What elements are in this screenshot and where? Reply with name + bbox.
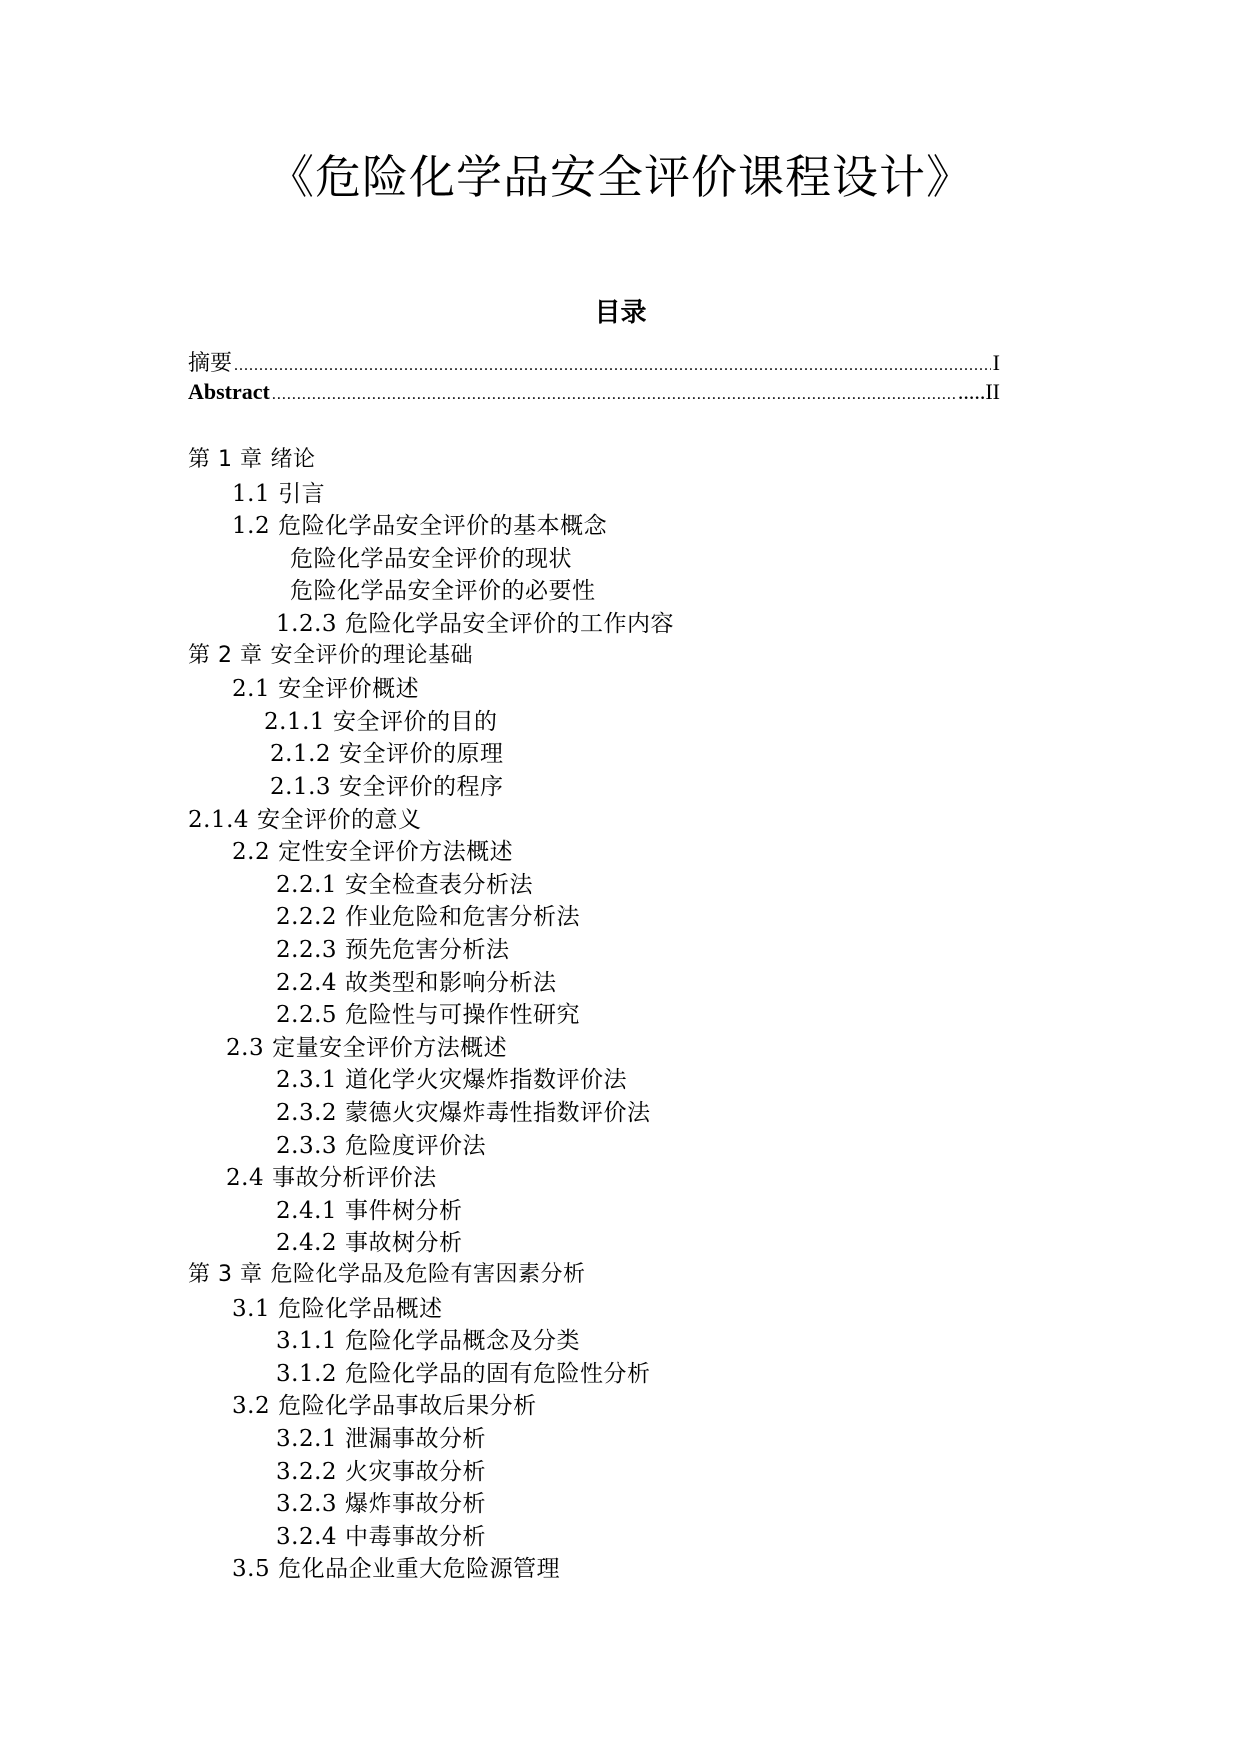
toc-entry-number: 2.1.2	[270, 741, 332, 768]
toc-entry[interactable]	[290, 572, 596, 605]
toc-entry-text: 事件树分析	[345, 1197, 463, 1224]
toc-entry[interactable]	[276, 1094, 651, 1127]
toc-entry-text: 危险化学品的固有危险性分析	[345, 1360, 651, 1387]
toc-entry-text: 火灾事故分析	[345, 1458, 487, 1485]
toc-entry-number: 2.2.1	[276, 871, 338, 898]
dot-leader	[234, 357, 991, 375]
toc-entry[interactable]	[232, 1387, 537, 1420]
toc-entry-text: 绪论	[270, 447, 316, 472]
toc-entry[interactable]	[276, 1355, 651, 1388]
toc-entry[interactable]	[276, 1224, 463, 1257]
toc-entry-text: 爆炸事故分析	[345, 1491, 487, 1518]
toc-entry-number: 3.1.2	[276, 1360, 338, 1387]
toc-entry[interactable]	[276, 964, 557, 997]
toc-entry-number: 2.4	[226, 1165, 265, 1192]
toc-entry-number: 2.3.2	[276, 1100, 338, 1126]
toc-entry[interactable]	[276, 605, 674, 638]
toc-entry-text: 危险化学品事故后果分析	[278, 1393, 537, 1420]
toc-entry[interactable]	[290, 540, 572, 573]
toc-entry[interactable]	[270, 768, 504, 801]
toc-entry[interactable]	[276, 1127, 486, 1160]
toc-entry[interactable]	[270, 735, 504, 768]
toc-entry-number: 2.1.3	[270, 774, 332, 800]
toc-entry[interactable]	[276, 1485, 486, 1518]
toc-entry-text: 引言	[278, 480, 326, 507]
toc-entry-text: 中毒事故分析	[345, 1523, 487, 1550]
toc-entry-label: 摘要	[188, 350, 233, 375]
toc-entry-number: 2.3.3	[276, 1132, 338, 1159]
toc-chapter-entry[interactable]	[188, 442, 316, 473]
toc-entry-text: 安全评价的意义	[257, 806, 422, 833]
dot-leader	[272, 386, 956, 404]
toc-entry-text: 安全评价的程序	[339, 774, 504, 800]
toc-entry[interactable]	[226, 1029, 507, 1062]
toc-entry-text: 危险化学品概念及分类	[345, 1328, 581, 1355]
toc-entry-number: 第 1 章	[188, 447, 263, 472]
toc-entry-number: 2.3.1	[276, 1067, 338, 1094]
toc-entry-text: 危险化学品概述	[278, 1295, 443, 1322]
toc-entry-text: 道化学火灾爆炸指数评价法	[345, 1067, 628, 1094]
toc-entry-text: 危险化学品安全评价的必要性	[290, 578, 596, 605]
toc-chapter-entry[interactable]	[188, 638, 473, 669]
toc-entry[interactable]	[188, 801, 422, 834]
document-title: 《危险化学品安全评价课程设计》	[268, 150, 973, 204]
toc-entry-number: 2.2	[232, 839, 271, 866]
toc-entry[interactable]	[276, 1518, 486, 1551]
toc-entry-number: 2.2.2	[276, 904, 338, 931]
toc-entry[interactable]	[276, 996, 580, 1029]
toc-heading: 目录	[594, 298, 647, 328]
toc-entry-number: 2.4.2	[276, 1230, 338, 1257]
toc-entry-text: 危险性与可操作性研究	[345, 1002, 581, 1029]
toc-entry-number: 2.1	[232, 676, 271, 703]
toc-entry-text: 安全评价的理论基础	[270, 642, 473, 668]
toc-entry[interactable]	[276, 898, 580, 931]
toc-entry[interactable]	[276, 931, 510, 964]
toc-entry-number: 第 3 章	[188, 1262, 263, 1287]
toc-entry[interactable]	[232, 475, 325, 508]
toc-entry-text: 危险度评价法	[345, 1132, 487, 1159]
toc-entry-text: 危化品企业重大危险源管理	[278, 1556, 561, 1583]
toc-entry-number: 2.3	[226, 1034, 265, 1061]
toc-entry[interactable]	[264, 703, 498, 736]
toc-entry-page: .....II	[957, 379, 1000, 404]
toc-entry-number: 1.2	[232, 513, 271, 540]
toc-entry[interactable]	[276, 1420, 486, 1453]
toc-entry-number: 2.2.3	[276, 937, 338, 963]
toc-chapter-entry[interactable]	[188, 1257, 586, 1288]
toc-entry-text: 预先危害分析法	[345, 937, 510, 963]
toc-entry-abstract-en[interactable]	[188, 379, 1000, 405]
toc-entry-page: I	[992, 350, 1000, 375]
toc-entry-text: 危险化学品安全评价的基本概念	[278, 513, 608, 540]
toc-entry-number: 3.1	[232, 1295, 271, 1322]
toc-entry[interactable]	[232, 1290, 443, 1323]
toc-entry-text: 危险化学品安全评价的工作内容	[345, 611, 675, 637]
toc-entry[interactable]	[276, 1061, 627, 1094]
toc-entry-text: 泄漏事故分析	[345, 1426, 487, 1452]
toc-entry-number: 2.2.5	[276, 1002, 338, 1029]
toc-entry-text: 事故分析评价法	[272, 1165, 437, 1192]
toc-entry-text: 故类型和影响分析法	[345, 969, 557, 996]
toc-entry-number: 2.1.4	[188, 806, 250, 833]
toc-entry[interactable]	[276, 1453, 486, 1486]
toc-entry-number: 3.2	[232, 1393, 271, 1420]
toc-entry-number: 3.2.3	[276, 1491, 338, 1518]
toc-entry[interactable]	[232, 1550, 560, 1583]
toc-entry-text: 作业危险和危害分析法	[345, 904, 581, 931]
toc-entry-number: 2.1.1	[264, 708, 326, 735]
toc-entry-number: 2.4.1	[276, 1197, 338, 1224]
toc-entry-text: 危险化学品安全评价的现状	[290, 545, 572, 572]
toc-entry[interactable]	[276, 1192, 463, 1225]
toc-entry-number: 3.1.1	[276, 1328, 338, 1355]
toc-entry-text: 危险化学品及危险有害因素分析	[270, 1262, 586, 1287]
toc-entry-number: 1.1	[232, 480, 271, 507]
toc-entry-label: Abstract	[188, 379, 270, 404]
toc-entry-number: 2.2.4	[276, 969, 338, 996]
toc-entry-text: 蒙德火灾爆炸毒性指数评价法	[345, 1100, 651, 1126]
toc-entry-number: 3.5	[232, 1556, 271, 1583]
toc-entry[interactable]	[226, 1159, 437, 1192]
toc-entry[interactable]	[276, 1322, 580, 1355]
toc-entry[interactable]	[232, 833, 513, 866]
toc-entry-text: 安全评价的原理	[339, 741, 504, 768]
toc-entry-text: 定性安全评价方法概述	[278, 839, 514, 866]
toc-entry-number: 3.2.1	[276, 1426, 338, 1452]
toc-entry[interactable]	[232, 670, 419, 703]
toc-entry[interactable]	[276, 866, 533, 899]
toc-entry-number: 第 2 章	[188, 642, 263, 668]
toc-entry-abstract-cn[interactable]	[188, 346, 1000, 377]
toc-entry-text: 定量安全评价方法概述	[272, 1034, 508, 1061]
toc-entry-number: 1.2.3	[276, 611, 338, 637]
toc-entry-number: 3.2.4	[276, 1523, 338, 1550]
toc-entry-text: 安全检查表分析法	[345, 871, 534, 898]
toc-entry-number: 3.2.2	[276, 1458, 338, 1485]
toc-entry[interactable]	[232, 507, 607, 540]
toc-entry-text: 事故树分析	[345, 1230, 463, 1257]
toc-entry-text: 安全评价的目的	[333, 708, 498, 735]
toc-entry-text: 安全评价概述	[278, 676, 420, 703]
